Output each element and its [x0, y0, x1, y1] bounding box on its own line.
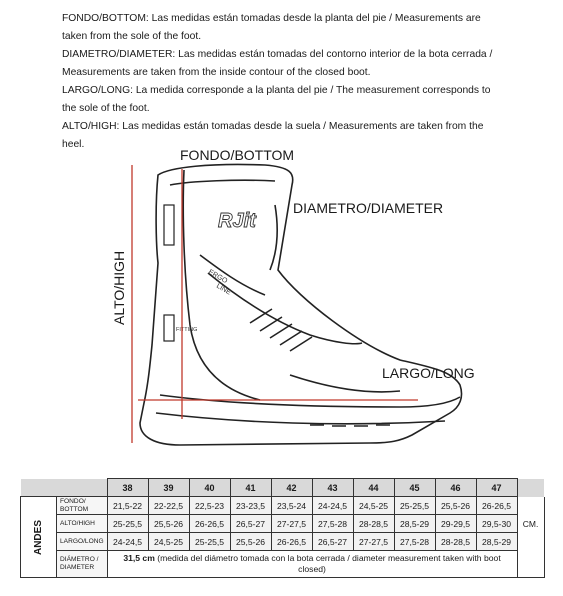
- table-cell: 28-28,5: [353, 515, 394, 533]
- table-cell: 24,5-25: [353, 497, 394, 515]
- table-cell: 27,5-28: [394, 533, 435, 551]
- table-cell: 21,5-22: [107, 497, 148, 515]
- table-cell: 25-25,5: [189, 533, 230, 551]
- table-cell: 23-23,5: [230, 497, 271, 515]
- size-cell: 46: [435, 479, 476, 497]
- size-cell: 44: [353, 479, 394, 497]
- row-long: [21, 533, 545, 551]
- table-cell: 28-28,5: [435, 533, 476, 551]
- table-cell: 26-26,5: [271, 533, 312, 551]
- corner-cell: [21, 479, 57, 497]
- table-cell: 25,5-26: [230, 533, 271, 551]
- boot-badge-ergo: ERGO: [207, 268, 229, 286]
- size-header-row: [21, 479, 545, 497]
- corner-cell: [57, 479, 108, 497]
- size-table: [20, 478, 545, 578]
- table-cell: 25-25,5: [394, 497, 435, 515]
- diameter-note: (medida del diámetro tomada con la bota cerrada / diameter measurement taken with boot closed): [154, 553, 501, 574]
- table-cell: 25-25,5: [107, 515, 148, 533]
- label-diameter: DIAMETRO/DIAMETER: [293, 200, 444, 216]
- label-bottom: FONDO/BOTTOM: [180, 147, 295, 163]
- label-long: LARGO/LONG: [382, 365, 475, 381]
- size-cell: 40: [189, 479, 230, 497]
- row-label: LARGO/LONG: [57, 533, 108, 551]
- brand-cell: [21, 497, 57, 578]
- diameter-value: 31,5 cm: [123, 553, 155, 563]
- row-label-line: DIÁMETRO /: [60, 556, 99, 563]
- row-high: [21, 515, 545, 533]
- note-high: ALTO/HIGH: Las medidas están tomadas desde la suela / Measurements are taken from the heel.: [62, 121, 484, 150]
- row-label: [57, 551, 108, 578]
- diameter-cell: [107, 551, 517, 578]
- table-cell: 28,5-29: [476, 533, 517, 551]
- boot-badge-line: LINE: [215, 282, 232, 297]
- table-cell: 28,5-29: [394, 515, 435, 533]
- table-cell: 24-24,5: [107, 533, 148, 551]
- table-cell: 24,5-25: [148, 533, 189, 551]
- table-cell: 22,5-23: [189, 497, 230, 515]
- table-cell: 26,5-27: [230, 515, 271, 533]
- note-long: LARGO/LONG: La medida corresponde a la planta del pie / The measurement corresponds to the sole of the foot.: [62, 85, 491, 114]
- boot-diagram: [100, 145, 500, 460]
- table-cell: 27,5-28: [312, 515, 353, 533]
- label-high: ALTO/HIGH: [111, 250, 127, 325]
- size-cell: 42: [271, 479, 312, 497]
- row-label-line: DIAMETER: [60, 564, 95, 571]
- note-bottom: FONDO/BOTTOM: Las medidas están tomadas desde la planta del pie / Measurements are taken from the sole of the foot.: [62, 13, 481, 42]
- brand-label: ANDES: [33, 519, 45, 555]
- size-cell: 47: [476, 479, 517, 497]
- boot-logo: RJit: [218, 210, 256, 232]
- size-cell: 39: [148, 479, 189, 497]
- size-cell: 43: [312, 479, 353, 497]
- row-diameter: [21, 551, 545, 578]
- table-cell: 29-29,5: [435, 515, 476, 533]
- measurement-notes: [62, 10, 502, 154]
- table-cell: 26-26,5: [476, 497, 517, 515]
- size-cell: 41: [230, 479, 271, 497]
- table-cell: 23,5-24: [271, 497, 312, 515]
- table-cell: 27-27,5: [271, 515, 312, 533]
- boot-badge-fitting: FITTING: [176, 327, 198, 333]
- table-cell: 27-27,5: [353, 533, 394, 551]
- table-cell: 24-24,5: [312, 497, 353, 515]
- unit-filler: [517, 551, 544, 578]
- size-cell: 38: [107, 479, 148, 497]
- row-label-line: BOTTOM: [60, 505, 89, 513]
- table-cell: 25,5-26: [435, 497, 476, 515]
- table-cell: 25,5-26: [148, 515, 189, 533]
- row-label: [57, 497, 108, 515]
- table-cell: 22-22,5: [148, 497, 189, 515]
- corner-cell: [517, 479, 544, 497]
- note-diameter: DIAMETRO/DIAMETER: Las medidas están tomadas del contorno interior de la bota cerrada / Measurements are taken from the inside contour of the closed boot.: [62, 49, 493, 78]
- size-cell: 45: [394, 479, 435, 497]
- table-cell: 26,5-27: [312, 533, 353, 551]
- row-label: ALTO/HIGH: [57, 515, 108, 533]
- unit-label: CM.: [517, 497, 544, 551]
- row-label-line: FONDO/: [60, 497, 86, 505]
- table-cell: 29,5-30: [476, 515, 517, 533]
- table-cell: 26-26,5: [189, 515, 230, 533]
- row-bottom: [21, 497, 545, 515]
